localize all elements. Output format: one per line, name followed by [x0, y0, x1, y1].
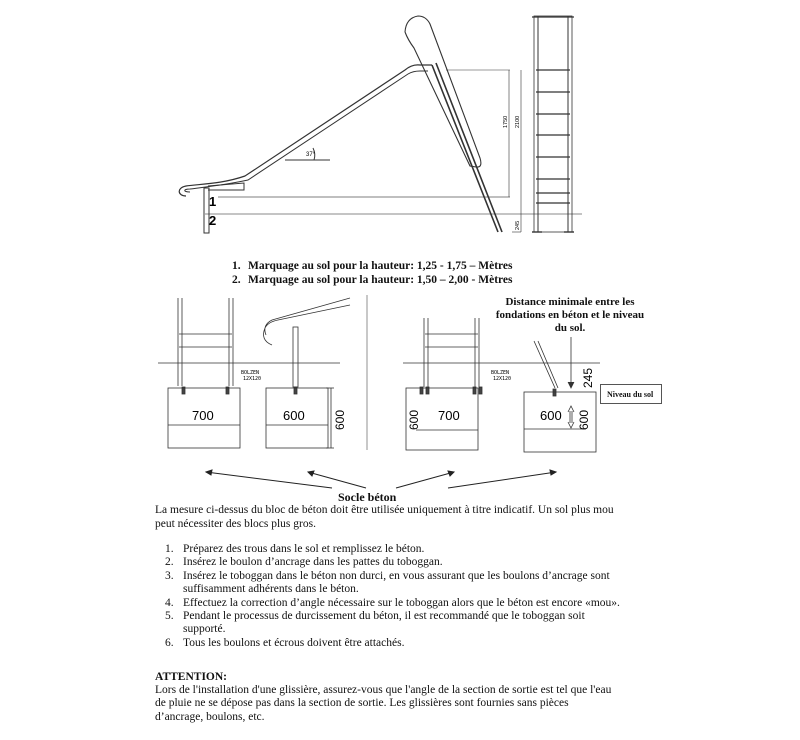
step-num: 3.: [165, 569, 174, 582]
marker-2: 2: [209, 213, 217, 228]
slide-chute-inner: [185, 71, 428, 192]
dim-2100: 2100: [515, 115, 521, 128]
step-item: [165, 597, 625, 610]
block-width-700-left: 700: [192, 408, 214, 423]
dim-245-top: 245: [515, 220, 521, 230]
exit-bracket: [208, 183, 244, 190]
block-width-700-right: 700: [438, 408, 460, 423]
block-width-600-left: 600: [283, 408, 305, 423]
ladder-rungs: [536, 70, 570, 203]
step-item: [165, 543, 625, 556]
step-item: [165, 637, 625, 650]
socle-arrows: [206, 470, 556, 488]
block-height-600-right-ladder: 600: [407, 409, 421, 430]
step-text: Effectuez la correction d’angle nécessaire sur le toboggan alors que le béton est encore «mou».: [183, 596, 620, 609]
intro-paragraph: La mesure ci-dessus du bloc de béton doit être utilisée uniquement à titre indicatif. Un sol plus mou peut nécessiter des blocs plus gros.: [155, 504, 614, 530]
legend-text: Marquage au sol pour la hauteur: 1,50 – 2,00 - Mètres: [248, 274, 513, 286]
depth-245: 245: [581, 367, 595, 388]
legend-num: 2.: [232, 274, 241, 286]
dim-1750: 1750: [503, 115, 509, 128]
ground-level-label: Niveau du sol: [600, 384, 662, 404]
block-height-600-left: 600: [333, 409, 347, 430]
block-width-600-right: 600: [540, 408, 562, 423]
ladder-rail-a: [432, 65, 498, 232]
step-item: [165, 570, 625, 597]
step-text: Préparez des trous dans le sol et remplissez le béton.: [183, 543, 425, 555]
step-item: [165, 556, 625, 569]
slide-chute: [179, 65, 432, 196]
step-num: 2.: [165, 556, 174, 569]
attention-text: Lors de l'installation d'une glissière, assurez-vous que l'angle de la section de sortie est tel que l'eau de pluie ne se dépose pas dans la section de sortie. Les glissières sont fournies sans pièces d’ancrage, boulons, etc.: [155, 684, 612, 723]
step-num: 1.: [165, 543, 174, 555]
ground-marking-legend: [232, 259, 513, 287]
step-text: Tous les boulons et écrous doivent être attachés.: [183, 636, 405, 649]
foundation-right-diagram: [403, 318, 600, 452]
attention-heading: ATTENTION:: [155, 671, 227, 683]
bolt-label-left-2: 12X120: [243, 376, 262, 382]
step-text: Pendant le processus de durcissement du béton, il est recommandé que le toboggan soit supporté.: [183, 610, 585, 636]
step-item: [165, 610, 625, 637]
bolt: [553, 389, 556, 396]
ladder-rail-b: [436, 63, 502, 232]
step-text: Insérez le toboggan dans le béton non durci, en vous assurant que les boulons d’ancrage sont suffisamment adhérents dans le béton.: [183, 569, 610, 596]
legend-text: Marquage au sol pour la hauteur: 1,25 - 1,75 – Mètres: [248, 260, 513, 272]
bolt-label-left-1: BOLZEN: [241, 370, 260, 376]
bolt-label-right-1: BOLZEN: [491, 370, 510, 376]
step-num: 5.: [165, 610, 174, 623]
ladder-front-frame: [534, 16, 572, 232]
block-height-600-right: 600: [577, 409, 591, 430]
legend-item: [232, 259, 513, 273]
step-num: 4.: [165, 596, 174, 609]
angle-label: 37°: [306, 152, 316, 158]
bolt-label-right-2: 12X120: [493, 376, 512, 382]
socle-label: Socle béton: [338, 490, 397, 504]
marker-1: 1: [209, 194, 217, 209]
step-num: 6.: [165, 636, 174, 649]
legend-num: 1.: [232, 260, 241, 272]
step-text: Insérez le boulon d’ancrage dans les pattes du toboggan.: [183, 556, 443, 569]
bolt: [479, 387, 482, 394]
installation-steps: [165, 543, 625, 650]
legend-item: [232, 273, 513, 287]
up-down-arrow: [568, 406, 574, 428]
distance-note: Distance minimale entre les fondations en béton et le niveau du sol.: [495, 296, 645, 334]
